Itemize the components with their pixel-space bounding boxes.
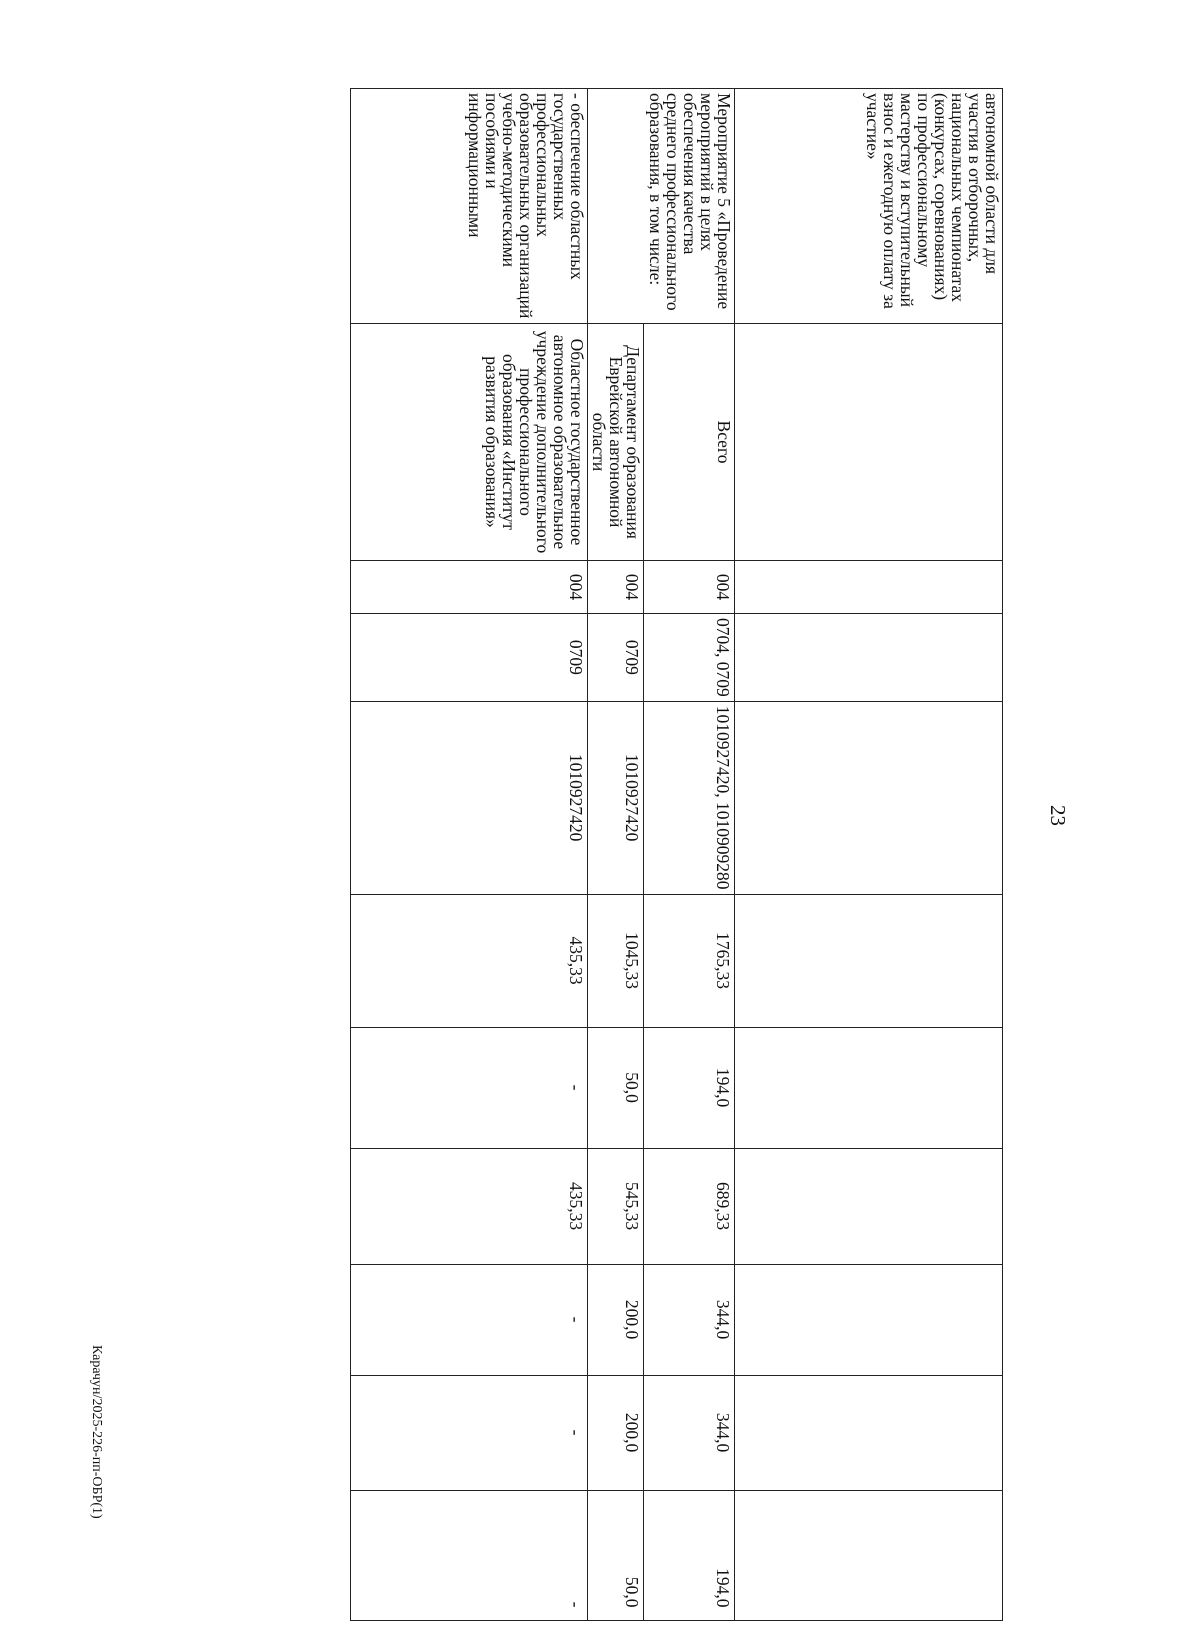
year-cell: 435,33 bbox=[351, 1148, 588, 1264]
document-reference: Карачун/2025-226-пп-ОБР(1) bbox=[89, 1345, 104, 1519]
year-cell: 545,33 bbox=[588, 1148, 644, 1264]
grbs-cell bbox=[735, 561, 1003, 614]
year-cell: 194,0 bbox=[644, 1027, 735, 1148]
year-cell bbox=[735, 1148, 1003, 1264]
year-cell: - bbox=[351, 1375, 588, 1490]
year-cell bbox=[735, 1264, 1003, 1375]
year-cell: 194,0 bbox=[644, 1490, 735, 1620]
year-cell: 50,0 bbox=[588, 1490, 644, 1620]
executor-cell: Областное государственное автономное образовательное учреждение дополнительного профессионального образования «Институт развития образования» bbox=[351, 324, 588, 561]
csr-cell: 1010927420 bbox=[588, 701, 644, 894]
executor-cell: Всего bbox=[644, 324, 735, 561]
year-cell: - bbox=[351, 1264, 588, 1375]
table-row bbox=[735, 89, 1003, 1621]
table-row bbox=[351, 89, 588, 1621]
year-cell: 50,0 bbox=[588, 1027, 644, 1148]
rz-cell: 0709 bbox=[588, 614, 644, 702]
total-cell bbox=[735, 894, 1003, 1027]
grbs-cell: 004 bbox=[351, 561, 588, 614]
measure-name-cell: Мероприятие 5 «Проведение мероприятий в целях обеспечения качества среднего профессионального образования, в том числе: bbox=[588, 89, 735, 324]
rz-cell: 0704, 0709 bbox=[644, 614, 735, 702]
grbs-cell: 004 bbox=[588, 561, 644, 614]
year-cell: 344,0 bbox=[644, 1264, 735, 1375]
table-row bbox=[644, 89, 735, 1621]
total-cell: 435,33 bbox=[351, 894, 588, 1027]
total-cell: 1765,33 bbox=[644, 894, 735, 1027]
year-cell: - bbox=[351, 1490, 588, 1620]
year-cell bbox=[735, 1375, 1003, 1490]
year-cell: - bbox=[351, 1027, 588, 1148]
year-cell: 689,33 bbox=[644, 1148, 735, 1264]
page-number: 23 bbox=[1046, 805, 1070, 826]
executor-cell: Департамент образования Еврейской автономной области bbox=[588, 324, 644, 561]
csr-cell bbox=[735, 701, 1003, 894]
year-cell bbox=[735, 1490, 1003, 1620]
grbs-cell: 004 bbox=[644, 561, 735, 614]
measure-name-cell: автономной области для участия в отборочных, национальных чемпионатах (конкурсах, соревнованиях) по профессиональному мастерству и вступительный взнос и ежегодную оплату за участие» bbox=[735, 89, 1003, 324]
year-cell bbox=[735, 1027, 1003, 1148]
measure-name-cell: - обеспечение областных государственных профессиональных образовательных организаций учебно-методическими пособиями и информационными bbox=[351, 89, 588, 324]
year-cell: 200,0 bbox=[588, 1375, 644, 1490]
executor-cell bbox=[735, 324, 1003, 561]
csr-cell: 1010927420, 1010909280 bbox=[644, 701, 735, 894]
total-cell: 1045,33 bbox=[588, 894, 644, 1027]
rz-cell bbox=[735, 614, 1003, 702]
year-cell: 344,0 bbox=[644, 1375, 735, 1490]
rz-cell: 0709 bbox=[351, 614, 588, 702]
csr-cell: 1010927420 bbox=[351, 701, 588, 894]
year-cell: 200,0 bbox=[588, 1264, 644, 1375]
budget-table bbox=[350, 88, 1003, 1621]
